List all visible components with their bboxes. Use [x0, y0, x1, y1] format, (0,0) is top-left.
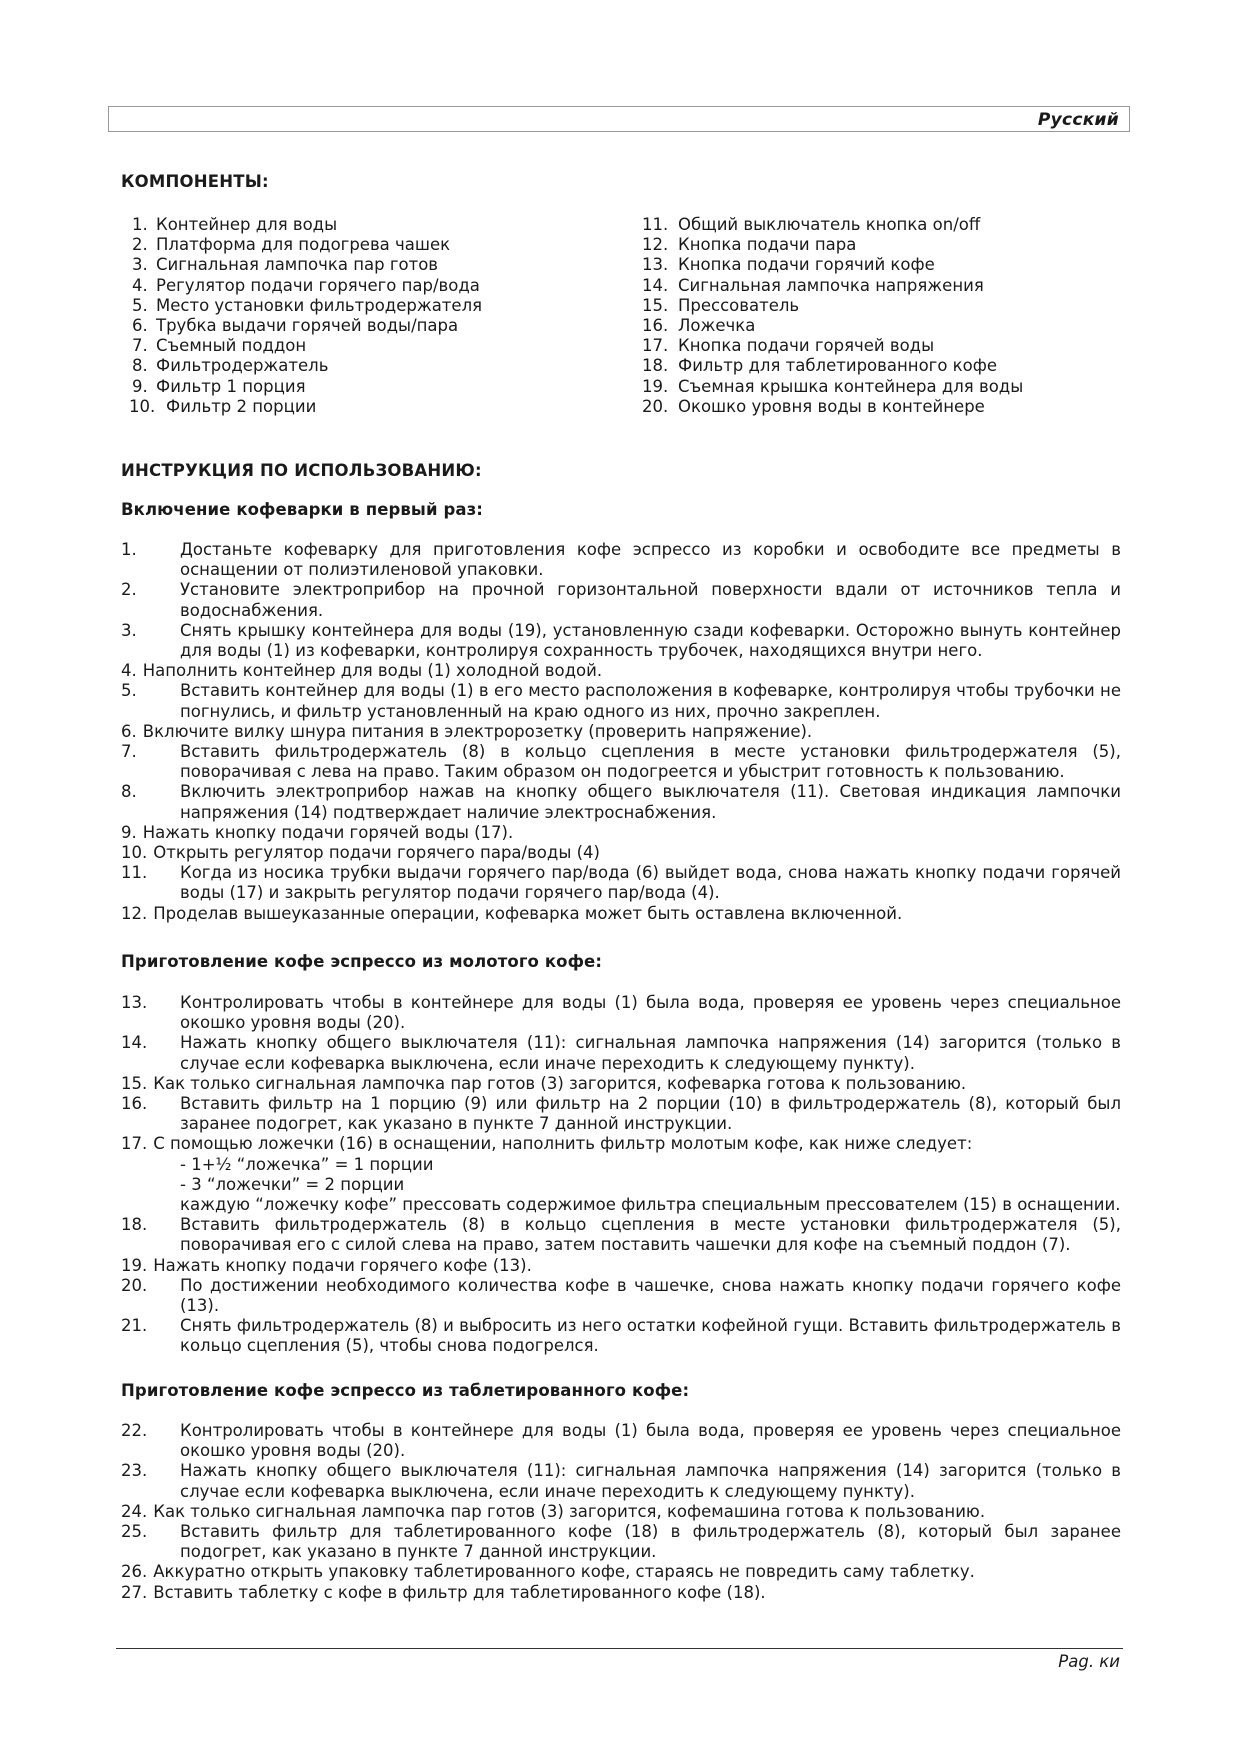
instructions-title: ИНСТРУКЦИЯ ПО ИСПОЛЬЗОВАНИЮ:: [121, 461, 482, 480]
components-list-right: [642, 215, 1023, 417]
footer-divider: [116, 1648, 1123, 1649]
step-item: 6. Включите вилку шнура питания в электророзетку (проверить напряжение).: [121, 721, 813, 741]
list-item: 3. Сигнальная лампочка пар готов: [132, 255, 439, 275]
ground-coffee-steps: [121, 993, 1121, 1357]
list-item: 1. Контейнер для воды: [132, 215, 338, 234]
list-item: 11. Общий выключатель кнопка on/off: [642, 215, 981, 234]
list-item: 9. Фильтр 1 порция: [132, 376, 306, 396]
subline: - 1+½ “ложечка” = 1 порции: [180, 1154, 434, 1174]
step-item: 4. Наполнить контейнер для воды (1) холодной водой.: [121, 661, 603, 681]
step-item: 17. С помощью ложечки (16) в оснащении, наполнить фильтр молотым кофе, как ниже следует: - 1+½ “ложечка” = 1 порции - 3 “ложечки” = 2 порции каждую “ложечку кофе” прессовать содержимое фильтра специальным прессователем (15) в оснащении.: [121, 1134, 1121, 1215]
components-list-left: [129, 215, 483, 417]
list-item: 19. Съемная крышка контейнера для воды: [642, 376, 1024, 396]
list-item: 12. Кнопка подачи пара: [642, 235, 857, 255]
list-item: 8. Фильтродержатель: [132, 356, 329, 376]
step-item: 24. Как только сигнальная лампочка пар готов (3) загорится, кофемашина готова к пользованию.: [121, 1501, 986, 1521]
step-item: 11. Когда из носика трубки выдачи горячего пар/вода (6) выйдет вода, снова нажать кнопку подачи горячей воды (17) и закрыть регулятор подачи горячего пар/вода (4).: [121, 863, 1121, 903]
step-item: 7. Вставить фильтродержатель (8) в кольцо сцепления в месте установки фильтродержателя (5), поворачивая с лева на право. Таким образом он подогреется и убыстрит готовность к пользованию.: [121, 742, 1121, 782]
step-item: 20. По достижении необходимого количества кофе в чашечке, снова нажать кнопку подачи горячего кофе (13).: [121, 1275, 1121, 1316]
step-sublines: [121, 1155, 1121, 1216]
list-item: 4. Регулятор подачи горячего пар/вода: [132, 275, 480, 295]
step-item: 8. Включить электроприбор нажав на кнопку общего выключателя (11). Световая индикация лампочки напряжения (14) подтверждает наличие электроснабжения.: [121, 782, 1121, 822]
list-item: 6. Трубка выдачи горячей воды/пара: [132, 315, 459, 335]
components-title: КОМПОНЕНТЫ:: [121, 172, 269, 191]
step-item: 13. Контролировать чтобы в контейнере для воды (1) была вода, проверяя ее уровень через специальное окошко уровня воды (20).: [121, 993, 1121, 1033]
list-item: 7. Съемный поддон: [132, 336, 307, 356]
step-item: 10. Открыть регулятор подачи горячего пара/воды (4): [121, 843, 600, 863]
subline: каждую “ложечку кофе” прессовать содержимое фильтра специальным прессователем (15) в оснащении.: [180, 1195, 1121, 1215]
step-item: 15. Как только сигнальная лампочка пар готов (3) загорится, кофеварка готова к пользованию.: [121, 1073, 967, 1093]
step-item: 25. Вставить фильтр для таблетированного кофе (18) в фильтродержатель (8), который был заранее подогрет, как указано в пункте 7 данной инструкции.: [121, 1522, 1121, 1562]
step-item: 1. Достаньте кофеварку для приготовления кофе эспрессо из коробки и освободите все предметы в оснащении от полиэтиленовой упаковки.: [121, 540, 1121, 580]
step-item: 9. Нажать кнопку подачи горячей воды (17).: [121, 822, 514, 842]
page-number: Pag. ки: [1058, 1652, 1120, 1671]
step-item: 12. Проделав вышеуказанные операции, кофеварка может быть оставлена включенной.: [121, 903, 903, 923]
tablet-coffee-steps: [121, 1421, 1121, 1603]
step-item: 22. Контролировать чтобы в контейнере для воды (1) была вода, проверяя ее уровень через специальное окошко уровня воды (20).: [121, 1421, 1121, 1461]
list-item: 20. Окошко уровня воды в контейнере: [642, 396, 985, 416]
ground-coffee-title: Приготовление кофе эспрессо из молотого кофе:: [121, 952, 603, 971]
language-header-box: [108, 106, 1130, 132]
subline: - 3 “ложечки” = 2 порции: [180, 1174, 405, 1194]
list-item: 17. Кнопка подачи горячей воды: [642, 336, 935, 356]
list-item: 5. Место установки фильтродержателя: [132, 295, 483, 315]
step-item: 5. Вставить контейнер для воды (1) в его место расположения в кофеварке, контролируя чтобы трубочки не погнулись, и фильтр установленный на краю одного из них, прочно закреплен.: [121, 681, 1121, 721]
step-item: 2. Установите электроприбор на прочной горизонтальной поверхности вдали от источников тепла и водоснабжения.: [121, 580, 1121, 620]
step-item: 3. Снять крышку контейнера для воды (19), установленную сзади кофеварки. Осторожно вынуть контейнер для воды (1) из кофеварки, контролируя сохранность трубочек, находящихся внутри него.: [121, 620, 1121, 661]
step-item: 14. Нажать кнопку общего выключателя (11): сигнальная лампочка напряжения (14) загорится (только в случае если кофеварка выключена, если иначе переходить к следующему пункту).: [121, 1033, 1121, 1073]
first-use-steps: [121, 540, 1121, 924]
step-item: 19. Нажать кнопку подачи горячего кофе (13).: [121, 1255, 532, 1275]
language-label: Русский: [1037, 110, 1119, 130]
tablet-coffee-title: Приготовление кофе эспрессо из таблетированного кофе:: [121, 1381, 690, 1400]
list-item: 14. Сигнальная лампочка напряжения: [642, 275, 984, 295]
list-item: 2. Платформа для подогрева чашек: [132, 235, 451, 255]
step-item: 18. Вставить фильтродержатель (8) в кольцо сцепления в месте установки фильтродержателя (5), поворачивая его с силой слева на право, затем поставить чашечки для кофе на съемный поддон (7).: [121, 1215, 1121, 1255]
list-item: 18. Фильтр для таблетированного кофе: [642, 356, 997, 376]
step-item: 27. Вставить таблетку с кофе в фильтр для таблетированного кофе (18).: [121, 1582, 766, 1602]
first-use-title: Включение кофеварки в первый раз:: [121, 500, 483, 519]
step-item: 26. Аккуратно открыть упаковку таблетированного кофе, стараясь не повредить саму таблетку.: [121, 1562, 975, 1582]
step-item: 21. Снять фильтродержатель (8) и выбросить из него остатки кофейной гущи. Вставить фильтродержатель в кольцо сцепления (5), чтобы снова подогрелся.: [121, 1316, 1121, 1356]
list-item: 13. Кнопка подачи горячий кофе: [642, 255, 935, 275]
step-item: 23. Нажать кнопку общего выключателя (11): сигнальная лампочка напряжения (14) загорится (только в случае если кофеварка выключена, если иначе переходить к следующему пункту).: [121, 1461, 1121, 1501]
list-item: 10. Фильтр 2 порции: [129, 396, 317, 416]
list-item: 16. Ложечка: [642, 315, 756, 335]
list-item: 15. Прессователь: [642, 295, 800, 315]
step-item: 16. Вставить фильтр на 1 порцию (9) или фильтр на 2 порции (10) в фильтродержатель (8), который был заранее подогрет, как указано в пункте 7 данной инструкции.: [121, 1094, 1121, 1134]
